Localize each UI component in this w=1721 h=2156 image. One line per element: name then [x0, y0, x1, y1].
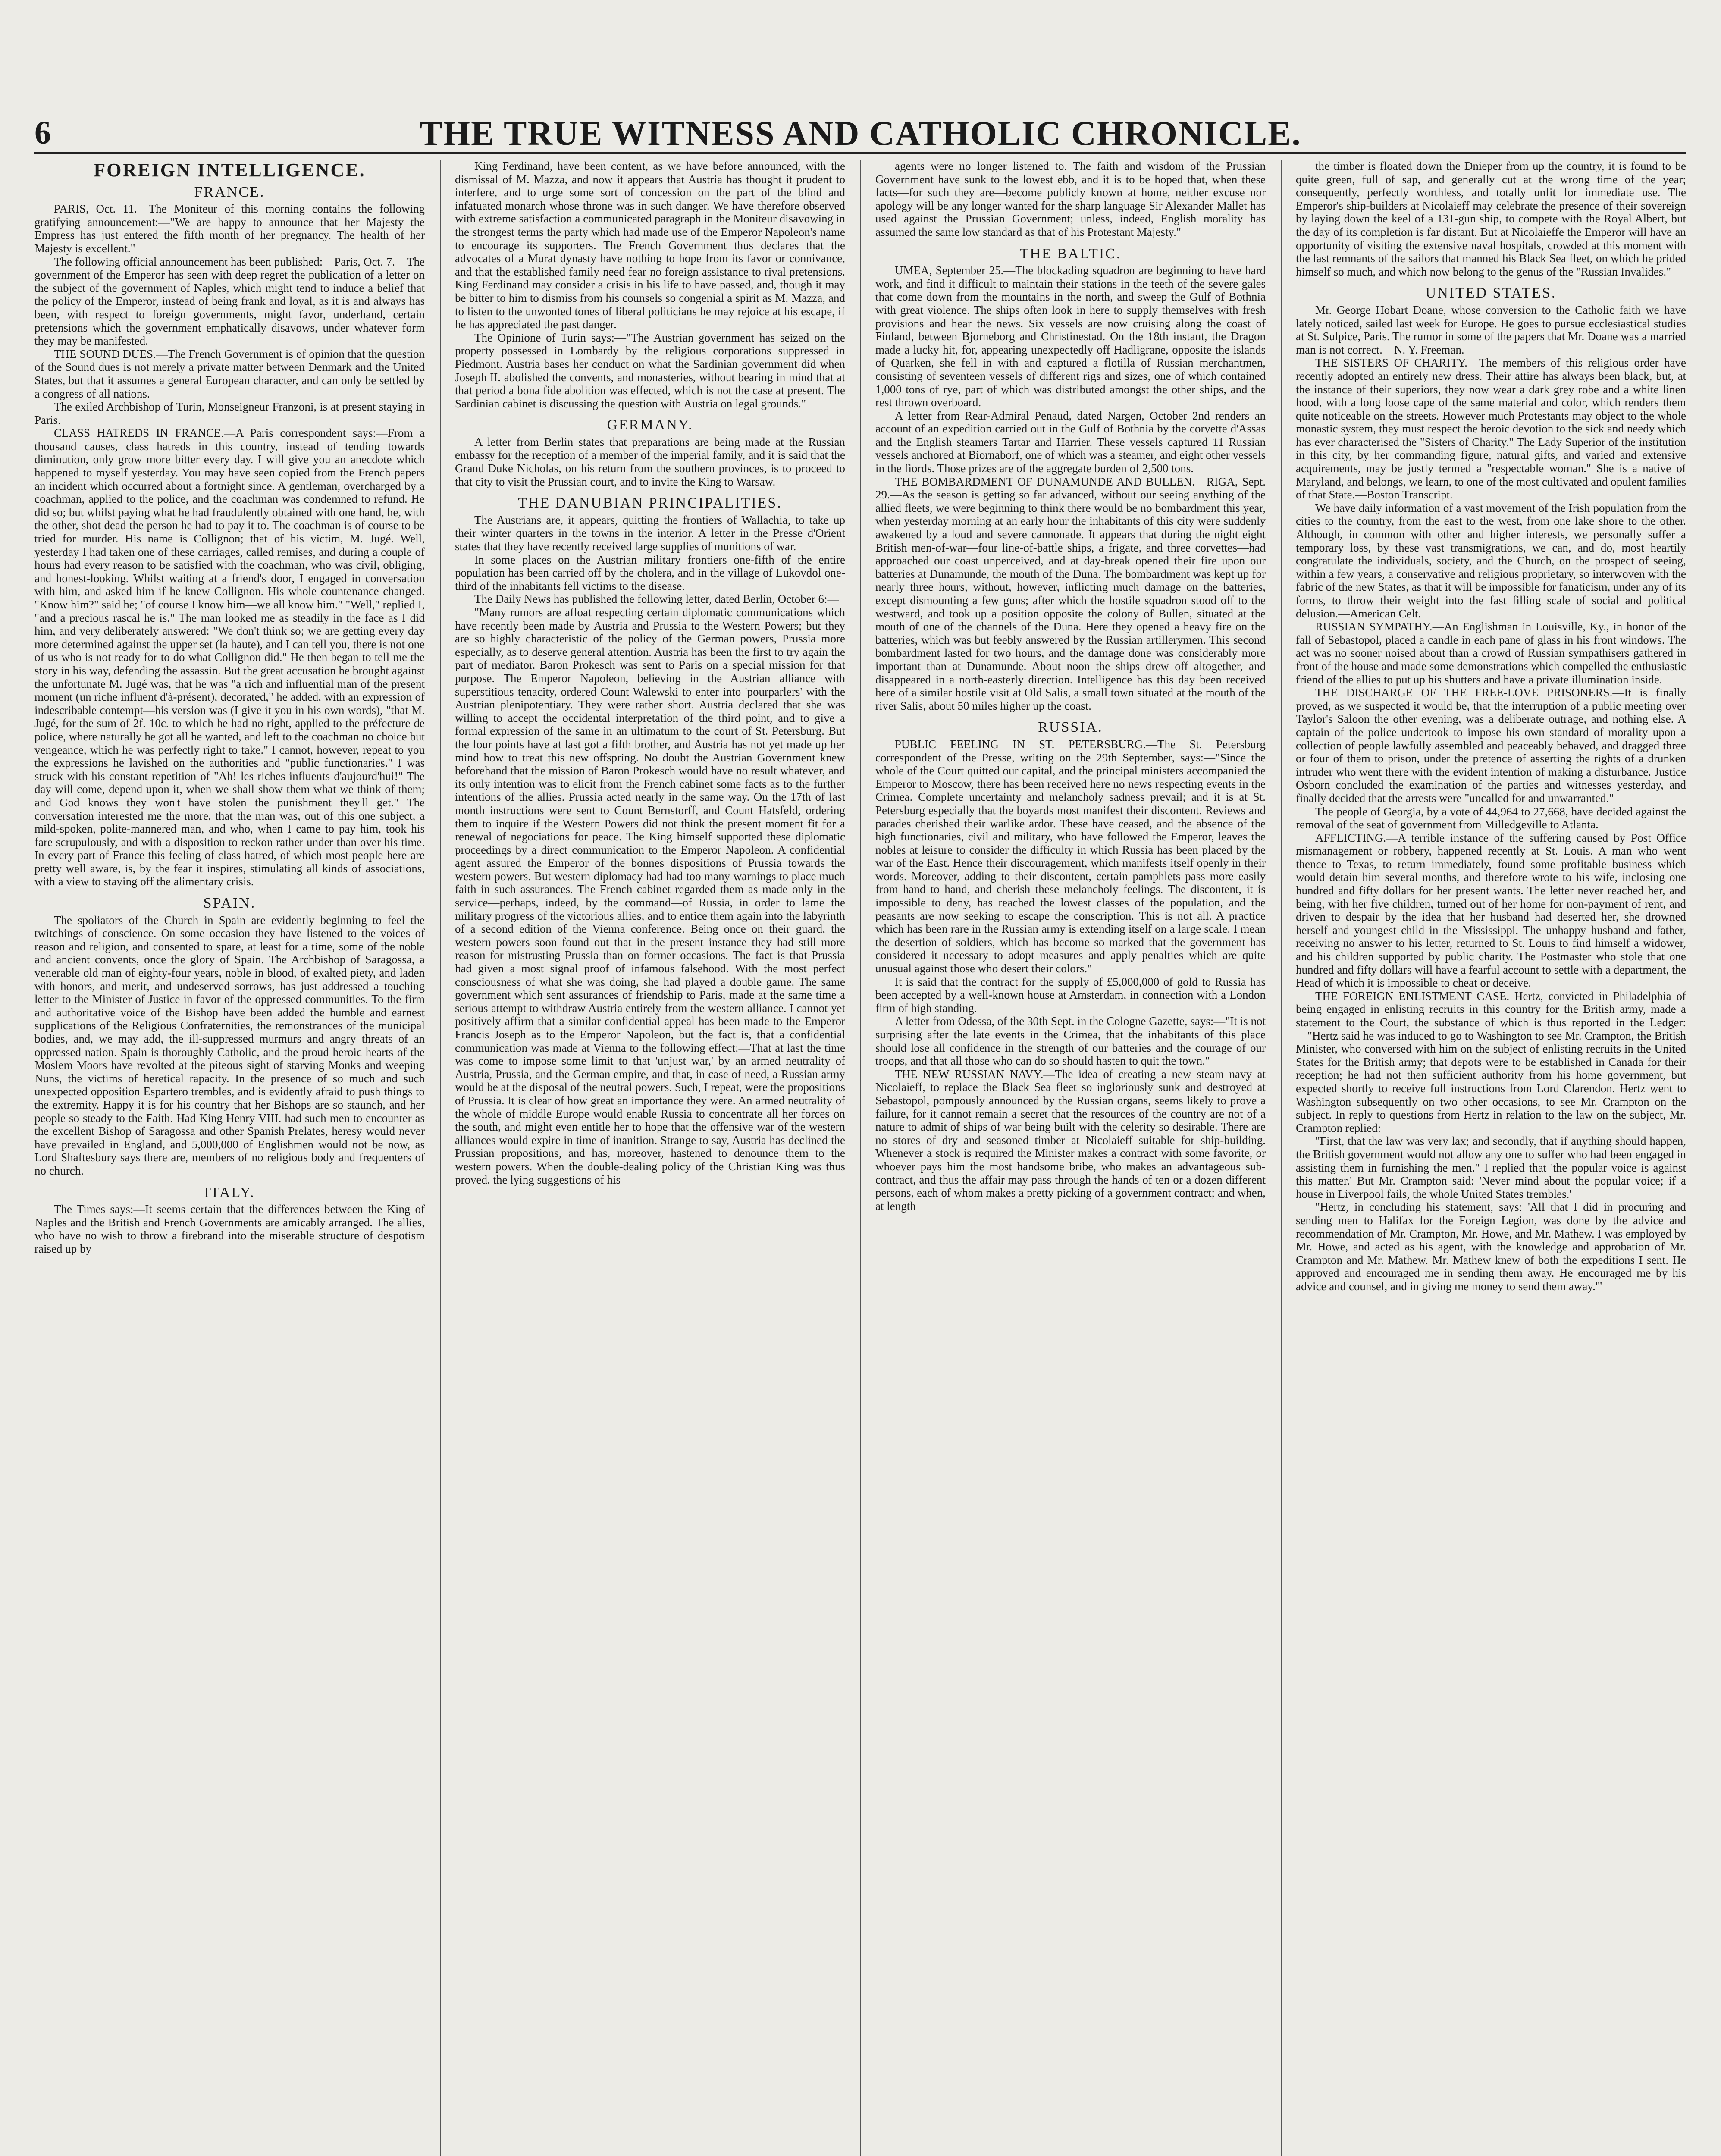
section-heading: SPAIN. [203, 895, 256, 912]
article-paragraph: The Austrians are, it appears, quitting the frontiers of Wallachia, to take up their winter quarters in the towns in the interior. A letter in the Presse d'Orient states that they have recently received large supplies of munitions of war. [455, 513, 845, 553]
columns [34, 160, 1686, 2156]
article-paragraph: The Daily News has published the following letter, dated Berlin, October 6:— [474, 592, 839, 606]
article-paragraph: "Many rumors are afloat respecting certain diplomatic communications which have recently been made by Austria and Prussia to the Western Powers; but they are so highly characteristic of the policy of the German powers, Prussia more especially, as to deserve general attention. Austria has been the first to try again the part of mediator. Baron Prokesch was sent to Paris on a special mission for that purpose. The Emperor Napoleon, believing in the Austrian alliance with superstitious tenacity, ordered Count Walewski to enter into 'pourparlers' with the Austrian plenipotentiary. They were rather short. Austria declared that she was willing to accept the occidental interpretation of the third point, and to give a formal expression of the same in an ultimatum to the court of St. Petersburg. But the four points have at last got a fifth brother, and Austria has not yet made up her mind how to treat this new offspring. No doubt the Austrian Government knew beforehand that the mission of Baron Prokesch would have no result whatever, and its only intention was to elicit from the French cabinet some facts as to the further intentions of the allies. Prussia acted nearly in the same way. On the 17th of last month instructions were sent to Count Bernstorff, and Count Hatsfeld, ordering them to inquire if the Western Powers did not think the present moment fit for a renewal of negociations for peace. The King himself supported these diplomatic proceedings by a direct communication to the Emperor Napoleon. A confidential agent assured the Emperor of the bonnes dispositions of Prussia towards the western powers. But western diplomacy had had too many warnings to place much faith in such assurances. The French cabinet regarded them as made only in the service—perhaps, indeed, by the command—of Russia, in order to lame the military progress of the victorious allies, and to entice them again into the labyrinth of a second edition of the Vienna conference. Being once on their guard, the western powers soon found out that in the present instance they had still more reason for mistrusting Prussia than on former occasions. The fact is that Prussia had given a most signal proof of infamous falsehood. With the most perfect consciousness of what she was doing, she had played a double game. The same government which sent assurances of friendship to Paris, made at the same time a serious attempt to withdraw Austria entirely from the western alliance. I cannot yet positively affirm that a similar confidential appeal has been made to the Emperor Francis Joseph as to the Emperor Napoleon, but the fact is, that a confidential communication was made at Vienna to the following effect:—That at last the time was come to impose some limit to that 'unjust war,' by an armed neutrality of Austria, Prussia, and the German empire, and that, in case of need, a Russian army would be at the disposal of the neutral powers. Such, I repeat, were the propositions of Prussia. It is clear of how great an importance they were. An armed neutrality of the whole of middle Europe would enable Russia to concentrate all her forces on the south, and might even entitle her to hope that the offensive war of the western alliances would expire in time of inanition. Strange to say, Austria has declined the Prussian propositions, and has, moreover, hastened to denounce them to the western powers. When the double-dealing policy of the Christian King was thus proved, the lying suggestions of his [455, 606, 845, 1186]
section-heading: RUSSIA. [1038, 719, 1103, 736]
article-paragraph: THE SISTERS OF CHARITY.—The members of this religious order have recently adopted an entirely new dress. Their attire has always been black, but, at the instance of their superiors, they now wear a dark grey robe and a white linen hood, with a long loose cape of the same material and color, which renders them quite noticeable on the streets. However much Protestants may object to the whole monastic system, they must respect the heroic devotion to the sick and needy which has ever characterised the "Sisters of Charity." The Lady Superior of the institution in this city, by her commanding figure, natural gifts, and varied and extensive acquirements, may be justly termed a "respectable woman." She is a native of Maryland, and belongs, we learn, to one of the most cultivated and opulent families of that State.—Boston Transcript. [1296, 356, 1686, 501]
column-rule [1281, 160, 1282, 2156]
column-rule [440, 160, 441, 2156]
article-paragraph: PARIS, Oct. 11.—The Moniteur of this morning contains the following gratifying announcement:—"We are happy to announce that her Majesty the Empress has just entered the fifth month of her pregnancy. The health of her Majesty is excellent." [34, 202, 425, 255]
article-paragraph: the timber is floated down the Dnieper from up the country, it is found to be quite green, full of sap, and generally cut at the wrong time of the year; consequently, perfectly worthless, and totally unfit for immediate use. The Emperor's ship-builders at Nicolaieff may celebrate the presence of their sovereign by laying down the keel of a 131-gun ship, to compete with the Royal Albert, but the day of its completion is far distant. But at Nicolaieffe the Emperor will have an opportunity of visiting the extensive naval hospitals, crowded at this moment with the last remnants of the sailors that manned his Black Sea fleet, on which he prided himself so much, and which now belong to the genus of the "Russian Invalides." [1296, 160, 1686, 278]
article-paragraph: The spoliators of the Church in Spain are evidently beginning to feel the twitchings of conscience. On some occasion they have listened to the voices of reason and religion, and consented to spare, at least for a time, some of the noble and ancient convents, once the glory of Spain. The Archbishop of Saragossa, a venerable old man of eighty-four years, noble in blood, of exalted piety, and laden with honors, and merit, and undeserved sorrows, has just addressed a touching letter to the Minister of Justice in favor of the oppressed communities. To the firm and authoritative voice of the Bishop have been added the humble and earnest supplications of the Religious Confraternities, the remonstrances of the municipal bodies, and, we may add, the ill-suppressed murmurs and angry threats of an oppressed nation. Spain is thoroughly Catholic, and the proud heroic hearts of the Moslem Moors have revolted at the piteous sight of starving Monks and weeping Nuns, the victims of heretical rapacity. In the presence of so much and such unexpected opposition Espartero trembles, and is evidently afraid to push things to the extremity. Happy it is for his country that her Bishops are so staunch, and her people so steady to the Faith. Had King Henry VIII. had such men to encounter as the excellent Bishop of Saragossa and other Spanish Prelates, heresy would never have prevailed in England, and 5,000,000 of Englishmen would not be now, as Lord Shaftesbury says there are, members of no religious body and frequenters of no church. [34, 913, 425, 1177]
article-paragraph: It is said that the contract for the supply of £5,000,000 of gold to Russia has been accepted by a well-known house at Amsterdam, in connection with a London firm of high standing. [875, 975, 1266, 1015]
article-paragraph: PUBLIC FEELING IN ST. PETERSBURG.—The St. Petersburg correspondent of the Presse, writing on the 29th September, says:—"Since the whole of the Court quitted our capital, and the principal ministers accompanied the Emperor to Moscow, there has been received here no news respecting events in the Crimea. Complete uncertainty and melancholy sadness prevail; and it is at St. Petersburg especially that the boyards most manifest their discontent. Reviews and parades cherished their warlike ardor. These have ceased, and the absence of the high functionaries, civil and military, who have followed the Emperor, leaves the nobles at leisure to consider the difficulty in which Russia has been placed by the war of the East. Hence their discouragement, which manifests itself openly in their words. Moreover, adding to their discontent, certain pamphlets pass more easily from hand to hand, and cherish these melancholy feelings. The discontent, it is impossible to deny, has reached the lowest classes of the population, and the peasants are now seeking to escape the conscription. This is not all. A practice which has been rare in the Russian army is extending itself on a large scale. I mean the desertion of soldiers, which has become so marked that the government has considered it necessary to adopt measures and apply penalties which are quite unusual against those who desert their colors." [875, 737, 1266, 975]
article-paragraph: THE SOUND DUES.—The French Government is of opinion that the question of the Sound dues is not merely a private matter between Denmark and the United States, but that it assumes a general European character, and can only be settled by a congress of all nations. [34, 347, 425, 400]
column-rule [860, 160, 861, 2156]
section-heading: UNITED STATES. [1425, 285, 1557, 301]
article-paragraph: The people of Georgia, by a vote of 44,964 to 27,668, have decided against the removal of the seat of government from Milledgeville to Atlanta. [1296, 805, 1686, 831]
article-paragraph: The following official announcement has been published:—Paris, Oct. 7.—The government of the Emperor has seen with deep regret the publication of a letter on the subject of the government of Naples, which might tend to induce a belief that the policy of the Emperor, instead of being frank and loyal, as it is and always has been, with respect to foreign governments, might favor, underhand, certain pretensions which the government emphatically disavows, under whatever form they may be manifested. [34, 255, 425, 348]
article-paragraph: The Opinione of Turin says:—"The Austrian government has seized on the property possessed in Lombardy by the religious corporations suppressed in Piedmont. Austria bases her conduct on what the Sardinian government did when Joseph II. abolished the convents, and monasteries, without bearing in mind that at that period a bona fide abolition was effected, which is not the case at present. The Sardinian cabinet is discussing the question with Austria on legal grounds." [455, 331, 845, 410]
article-paragraph: THE NEW RUSSIAN NAVY.—The idea of creating a new steam navy at Nicolaieff, to replace the Black Sea fleet so ingloriously sunk and destroyed at Sebastopol, pompously announced by the Russian organs, seems likely to prove a failure, for it cannot remain a secret that the resources of the country are not of a nature to admit of ships of war being built with the celerity so desirable. There are no stores of dry and seasoned timber at Nicolaieff suitable for ship-building. Whenever a stock is required the Minister makes a contract with some favorite, or whoever pays him the most handsome bribe, who makes an advantageous sub-contract, and thus the affair may pass through the hands of ten or a dozen different persons, each of whom makes a pretty picking of a government contract; and when, at length [875, 1067, 1266, 1213]
column-3 [875, 160, 1266, 2156]
article-paragraph: "First, that the law was very lax; and secondly, that if anything should happen, the British government would not allow any one to suffer who had been engaged in assisting them in furnishing the men." I replied that 'the popular voice is against this matter.' But Mr. Crampton said: 'Never mind about the popular voice; if a house in Liverpool fails, the whole United States trembles.' [1296, 1134, 1686, 1200]
page-number: 6 [34, 115, 51, 151]
article-paragraph: We have daily information of a vast movement of the Irish population from the cities to the country, from the east to the west, from one lake shore to the other. Although, in common with other and higher interests, we personally suffer a temporary loss, by these vast transmigrations, we can, and do, most heartily congratulate the individuals, society, and the Church, on the prospect of seeing, within a few years, a conservative and religious proprietary, so interwoven with the fabric of the new States, as that it will be impossible for fanaticism, under any of its forms, to throw their weight into the fast filling scale of social and political delusion.—American Celt. [1296, 501, 1686, 620]
article-paragraph: A letter from Rear-Admiral Penaud, dated Nargen, October 2nd renders an account of an expedition carried out in the Gulf of Bothnia by the corvette d'Assas and the English steamers Tartar and Harrier. These vessels captured 11 Russian vessels anchored at Biornaborf, one of which was a steamer, and eight other vessels in the fiords. Those prizes are of the aggregate burden of 2,500 tons. [875, 409, 1266, 475]
article-paragraph: THE BOMBARDMENT OF DUNAMUNDE AND BULLEN.—RIGA, Sept. 29.—As the season is getting so far advanced, without our seeing anything of the allied fleets, we were beginning to think there would be no bombardment this year, when yesterday morning at an early hour the inhabitants of this city were suddenly awakened by a loud and severe cannonade. It appears that during the night eight British men-of-war—four line-of-battle ships, a frigate, and three corvettes—had approached our coast unperceived, and at day-break opened their fire upon our batteries at Dunamunde, the mouth of the Duna. The bombardment was kept up for nearly three hours, without, however, inflicting much damage on the batteries, except dismounting a few guns; after which the hostile squadron stood off to the westward, and took up a position opposite the colony of Bullen, situated at the mouth of one of the channels of the Duna. Here they opened a heavy fire on the batteries, which was but feebly answered by the Russian artillerymen. This second bombardment lasted for two hours, and the damage done was considerably more important than at Dunamunde. About noon the ships drew off altogether, and disappeared in a north-easterly direction. Intelligence has this day been received here of a similar hostile visit at Old Salis, a small town situated at the mouth of the river Salis, about 50 miles higher up the coast. [875, 475, 1266, 712]
section-main-heading: FOREIGN INTELLIGENCE. [94, 160, 366, 181]
article-paragraph: agents were no longer listened to. The faith and wisdom of the Prussian Government have sunk to the lowest ebb, and it is to be hoped that, when these facts—for such they are—become publicly known at home, neither excuse nor apology will be any longer wanted for the sharp language Sir Alexander Mallet has used against the Prussian Government; unless, indeed, English morality has assumed the same low standard as that of his Protestant Majesty." [875, 160, 1266, 238]
article-paragraph: AFFLICTING.—A terrible instance of the suffering caused by Post Office mismanagement or robbery, happened recently at St. Louis. A man who went thence to Texas, to return immediately, found some profitable business which would detain him several months, and therefore wrote to his wife, inclosing one hundred and fifty dollars for her present wants. The letter never reached her, and being, with her five children, turned out of her home for non-payment of rent, and driven to despair by the idea that her husband had deserted her, she drowned herself and youngest child in the Mississippi. The unhappy husband and father, receiving no answer to his letter, returned to St. Louis to find himself a widower, and his children supported by public charity. The Postmaster who stole that one hundred and fifty dollars will have a fearful account to settle with a department, the Head of which it is impossible to cheat or deceive. [1296, 831, 1686, 990]
masthead-rule [34, 152, 1686, 154]
article-paragraph: In some places on the Austrian military frontiers one-fifth of the entire population has been carried off by the cholera, and in the village of Lukovdol one-third of the inhabitants fell victims to the disease. [455, 553, 845, 592]
column-1 [34, 160, 425, 2156]
article-paragraph: CLASS HATREDS IN FRANCE.—A Paris correspondent says:—From a thousand causes, class hatreds in this country, instead of tending towards diminution, only grow more bitter every day. I will give you an anecdote which happened to myself yesterday. You may have seen copied from the French papers an incident which occurred about a fortnight since. A gentleman, overcharged by a coachman, applied to the police, and the coachman was condemned to refund. He did so; but whilst paying what he had fraudulently obtained with one hand, he, with the other, shot dead the person he had to pay it to. The coachman is of course to be tried for murder. His name is Collignon; that of his victim, M. Jugé. Well, yesterday I had taken one of these carriages, called remises, and during a couple of hours had every reason to be satisfied with the coachman, who was civil, obliging, and honest-looking. Whilst waiting at a friend's door, I engaged in conversation with him, and asked him if he knew Collignon. His whole countenance changed. "Know him?" said he; "of course I know him—we all know him." "Well," replied I, "and a precious rascal he is." The man looked me as steadily in the face as I did him, and very deliberately answered: "We don't think so; we are getting every day more determined against the upper set (la haute), and I can tell you, there is not one of us who is not ready for to do what Collignon did." He then began to tell me the story in his way, defending the assassin. But the great accusation he brought against the unfortunate M. Jugé was, that he was "a rich and influential man of the present moment (un riche influent d'à-présent), decorated," he added, with an expression of indescribable contempt—his version was (I give it you in his own words), "that M. Jugé, for the sum of 2f. 10c. to which he had no right, applied to the préfecture de police, where naturally he got all he wanted, and left to the coachman no choice but vengeance, which he was perfectly right to take." I cannot, however, repeat to you the expressions he lavished on the authorities and "public functionaries." I was struck with his constant repetition of "Ah! les riches influents d'aujourd'hui!" The day will come, depend upon it, when we shall show them what we think of them; and God knows they won't have stolen the punishment they'll get." The conversation interested me the more, that the man was, out of this one subject, a mild-spoken, polite-mannered man, and who, when I came to pay him, took his fare scrupulously, and with a disposition to reckon rather under than over his time. In every part of France this feeling of class hatred, of which most people here are pretty well aware, is, by the fear it inspires, stimulating all kinds of associations, with a view to staving off the alimentary crisis. [34, 426, 425, 888]
column-2 [455, 160, 845, 2156]
article-paragraph: The exiled Archbishop of Turin, Monseigneur Franzoni, is at present staying in Paris. [34, 400, 425, 426]
section-heading: GERMANY. [607, 417, 693, 433]
section-heading: THE DANUBIAN PRINCIPALITIES. [518, 495, 782, 511]
article-paragraph: RUSSIAN SYMPATHY.—An Englishman in Louisville, Ky., in honor of the fall of Sebastopol, placed a candle in each pane of glass in his front windows. The act was no sooner noised about than a crowd of Russian sympathisers gathered in front of the house and made some demonstrations which compelled the enthusiastic friend of the allies to put up his shutters and have a private illumination inside. [1296, 620, 1686, 686]
masthead [34, 114, 1686, 153]
article-paragraph: UMEA, September 25.—The blockading squadron are beginning to have hard work, and find it difficult to maintain their stations in the teeth of the severe gales that come down from the mountains in the north, and sweep the Gulf of Bothnia with great violence. The ships often look in here to supply themselves with fresh provisions and hear the news. Six vessels are now cruising along the coast of Finland, between Bjorneborg and Christinestad. On the 18th instant, the Dragon made a lucky hit, for, appearing unexpectedly off Hadligrane, opposite the islands of Quarken, she fell in with and captured a flotilla of Russian merchantmen, consisting of seventeen vessels of different rigs and sizes, one of which contained 1,000 tons of rye, part of which was distributed amongst the other ships, and the rest thrown overboard. [875, 264, 1266, 409]
section-heading: THE BALTIC. [1019, 245, 1122, 262]
article-paragraph: THE FOREIGN ENLISTMENT CASE. Hertz, convicted in Philadelphia of being engaged in enlisting recruits in this country for the British army, made a statement to the Court, the substance of which is thus reported in the Ledger:—"Hertz said he was induced to go to Washington to see Mr. Crampton, the British Minister, who conversed with him on the subject of enlisting recruits in the United States for the British army; that depots were to be established in Canada for their reception; he had not then sufficient authority from his home government, but expected shortly to receive full instructions from Lord Clarendon. Hertz went to Washington subsequently on two other occasions, to see Mr. Crampton on the subject. In reply to questions from Hertz in relation to the law on the subject, Mr. Crampton replied: [1296, 989, 1686, 1134]
paper-title: THE TRUE WITNESS AND CATHOLIC CHRONICLE. [419, 115, 1301, 153]
section-heading: ITALY. [204, 1184, 255, 1200]
article-paragraph: A letter from Odessa, of the 30th Sept. in the Cologne Gazette, says:—"It is not surprising after the late events in the Crimea, that the inhabitants of this place should lose all confidence in the strength of our batteries and the courage of our troops, and that all those who can do so should hasten to quit the town." [875, 1015, 1266, 1068]
column-4 [1296, 160, 1686, 2156]
article-paragraph: King Ferdinand, have been content, as we have before announced, with the dismissal of M. Mazza, and now it appears that Austria has thought it prudent to interfere, and to urge some sort of concession on the part of the blind and infatuated monarch whose throne was in such danger. We have therefore observed with extreme satisfaction a communicated paragraph in the Moniteur disavowing in the strongest terms the party which had made use of the Emperor Napoleon's name to encourage its supporters. The French Government thus declares that the advocates of a Murat dynasty have nothing to hope from its favor or connivance, and that the established family need fear no foreign assistance to rival pretensions. King Ferdinand may consider a crisis in his life to have passed, and, though it may be bitter to him to dismiss from his counsels so congenial a spirit as M. Mazza, and to listen to the unwonted tones of liberal politicians he may rejoice at his escape, if he has appreciated the past danger. [455, 160, 845, 331]
article-paragraph: The Times says:—It seems certain that the differences between the King of Naples and the British and French Governments are amicably arranged. The allies, who have no wish to throw a firebrand into the miserable structure of despotism raised up by [34, 1203, 425, 1255]
article-paragraph: THE DISCHARGE OF THE FREE-LOVE PRISONERS.—It is finally proved, as we suspected it would be, that the interruption of a public meeting over Taylor's Saloon the other evening, was a deliberate outrage, and nothing else. A captain of the police undertook to impose his own standard of morality upon a collection of people lawfully assembled and peaceably behaved, and dragged three or four of them to prison, under the pretence of asserting the rights of a drunken intruder who went there with the evident intention of making a disturbance. Justice Osborn concluded the examination of the parties and witnesses yesterday, and finally decided that the arrests were "uncalled for and unwarranted." [1296, 686, 1686, 805]
section-heading: FRANCE. [194, 184, 265, 200]
article-paragraph: "Hertz, in concluding his statement, says: 'All that I did in procuring and sending men to Halifax for the Foreign Legion, was done by the advice and recommendation of Mr. Crampton, Mr. Howe, and Mr. Mathew. I was employed by Mr. Howe, and acted as his agent, with the knowledge and approbation of Mr. Crampton and Mr. Mathew. Mr. Mathew knew of both the expeditions I sent. He approved and encouraged me in sending them away. He encouraged me by his advice and counsel, and in giving me money to send them away.'" [1296, 1200, 1686, 1293]
article-paragraph: Mr. George Hobart Doane, whose conversion to the Catholic faith we have lately noticed, sailed last week for Europe. He goes to pursue ecclesiastical studies at St. Sulpice, Paris. The rumor in some of the papers that Mr. Doane was a married man is not correct.—N. Y. Freeman. [1296, 303, 1686, 356]
article-paragraph: A letter from Berlin states that preparations are being made at the Russian embassy for the reception of a member of the imperial family, and it is said that the Grand Duke Nicholas, on his return from the southern provinces, is to proceed to that city to visit the Prussian court, and to invite the King to Warsaw. [455, 435, 845, 488]
